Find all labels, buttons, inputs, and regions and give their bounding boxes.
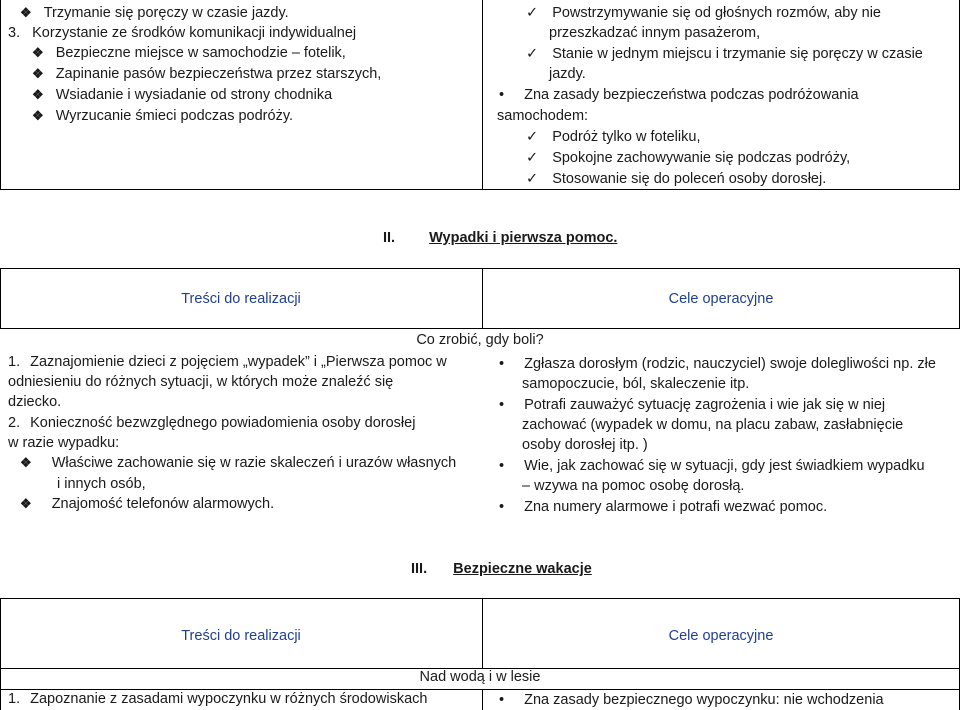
dot-bullet-icon: • [499,458,505,474]
dot-bullet-icon: • [499,397,505,413]
list-item: • Zna zasady bezpiecznego wypoczynku: nie wchodzenia [499,692,884,708]
list-item: ❖ Znajomość telefonów alarmowych. [20,496,275,512]
column-header-contents: Treści do realizacji [181,291,301,307]
list-item: ❖ Zapinanie pasów bezpieczeństwa przez starszych, [32,66,382,82]
list-item-continuation: przeszkadzać innym pasażerom, [549,25,761,41]
section-title: Wypadki i pierwsza pomoc. [429,230,618,246]
checkmark-bullet-icon: ✓ [526,129,539,145]
list-item-continuation: samochodem: [497,108,589,124]
diamond-bullet-icon: ❖ [20,496,32,511]
list-item: ❖ Bezpieczne miejsce w samochodzie – fotelik, [32,45,346,61]
checkmark-bullet-icon: ✓ [526,150,539,166]
list-item-continuation: w razie wypadku: [8,435,120,451]
column-header-goals: Cele operacyjne [668,291,774,307]
list-item-continuation: zachować (wypadek w domu, na placu zabaw, zasłabnięcie [522,417,904,433]
list-item: • Zna numery alarmowe i potrafi wezwać pomoc. [499,499,828,515]
list-item: 3. Korzystanie ze środków komunikacji indywidualnej [8,25,357,41]
dot-bullet-icon: • [499,87,505,103]
diamond-bullet-icon: ❖ [32,45,44,60]
list-item: ❖ Wyrzucanie śmieci podczas podróży. [32,108,294,124]
diamond-bullet-icon: ❖ [20,5,32,20]
dot-bullet-icon: • [499,499,505,515]
list-item-continuation: osoby dorosłej itp. ) [522,437,648,453]
checkmark-bullet-icon: ✓ [526,5,539,21]
topic-title: Nad wodą i w lesie [419,669,541,685]
list-item-continuation: dziecko. [8,394,62,410]
checkmark-bullet-icon: ✓ [526,171,539,187]
diamond-bullet-icon: ❖ [32,87,44,102]
list-item: 1. Zaznajomienie dzieci z pojęciem „wypadek” i „Pierwsza pomoc w [8,354,447,370]
section-heading [411,559,592,579]
diamond-bullet-icon: ❖ [20,455,32,470]
list-item: ❖ Właściwe zachowanie się w razie skaleczeń i urazów własnych [20,455,457,471]
column-header-contents: Treści do realizacji [181,628,301,644]
section-title: Bezpieczne wakacje [453,561,592,577]
list-item: 1. Zapoznanie z zasadami wypoczynku w różnych środowiskach [8,691,428,707]
checkmark-bullet-icon: ✓ [526,46,539,62]
list-item-continuation: samopoczucie, ból, skaleczenie itp. [522,376,750,392]
list-item: ✓ Spokojne zachowywanie się podczas podróży, [526,150,851,166]
list-item: • Wie, jak zachować się w sytuacji, gdy jest świadkiem wypadku [499,458,925,474]
topic-title: Co zrobić, gdy boli? [416,332,544,348]
list-item: • Potrafi zauważyć sytuację zagrożenia i wie jak się w niej [499,397,886,413]
list-item-continuation: i innych osób, [57,476,146,492]
diamond-bullet-icon: ❖ [32,108,44,123]
dot-bullet-icon: • [499,692,505,708]
dot-bullet-icon: • [499,356,505,372]
list-item: • Zgłasza dorosłym (rodzic, nauczyciel) swoje dolegliwości np. złe [499,356,936,372]
list-item-continuation: odniesieniu do różnych sytuacji, w których może znaleźć się [8,374,394,390]
list-item: ✓ Stosowanie się do poleceń osoby dorosłej. [526,171,827,187]
list-item: ✓ Stanie w jednym miejscu i trzymanie się poręczy w czasie [526,46,923,62]
section-number: III. [411,561,428,577]
list-item: ❖ Trzymanie się poręczy w czasie jazdy. [20,5,289,21]
list-item-continuation: jazdy. [549,66,586,82]
section-heading [383,228,617,248]
diamond-bullet-icon: ❖ [32,66,44,81]
column-header-goals: Cele operacyjne [668,628,774,644]
list-item-continuation: – wzywa na pomoc osobę dorosłą. [522,478,745,494]
list-item: • Zna zasady bezpieczeństwa podczas podróżowania [499,87,859,103]
list-item: ✓ Powstrzymywanie się od głośnych rozmów, aby nie [526,5,881,21]
section-number: II. [383,230,396,246]
list-item: ✓ Podróż tylko w foteliku, [526,129,701,145]
list-item: 2. Konieczność bezwzględnego powiadomienia osoby dorosłej [8,415,416,431]
list-item: ❖ Wsiadanie i wysiadanie od strony chodnika [32,87,333,103]
